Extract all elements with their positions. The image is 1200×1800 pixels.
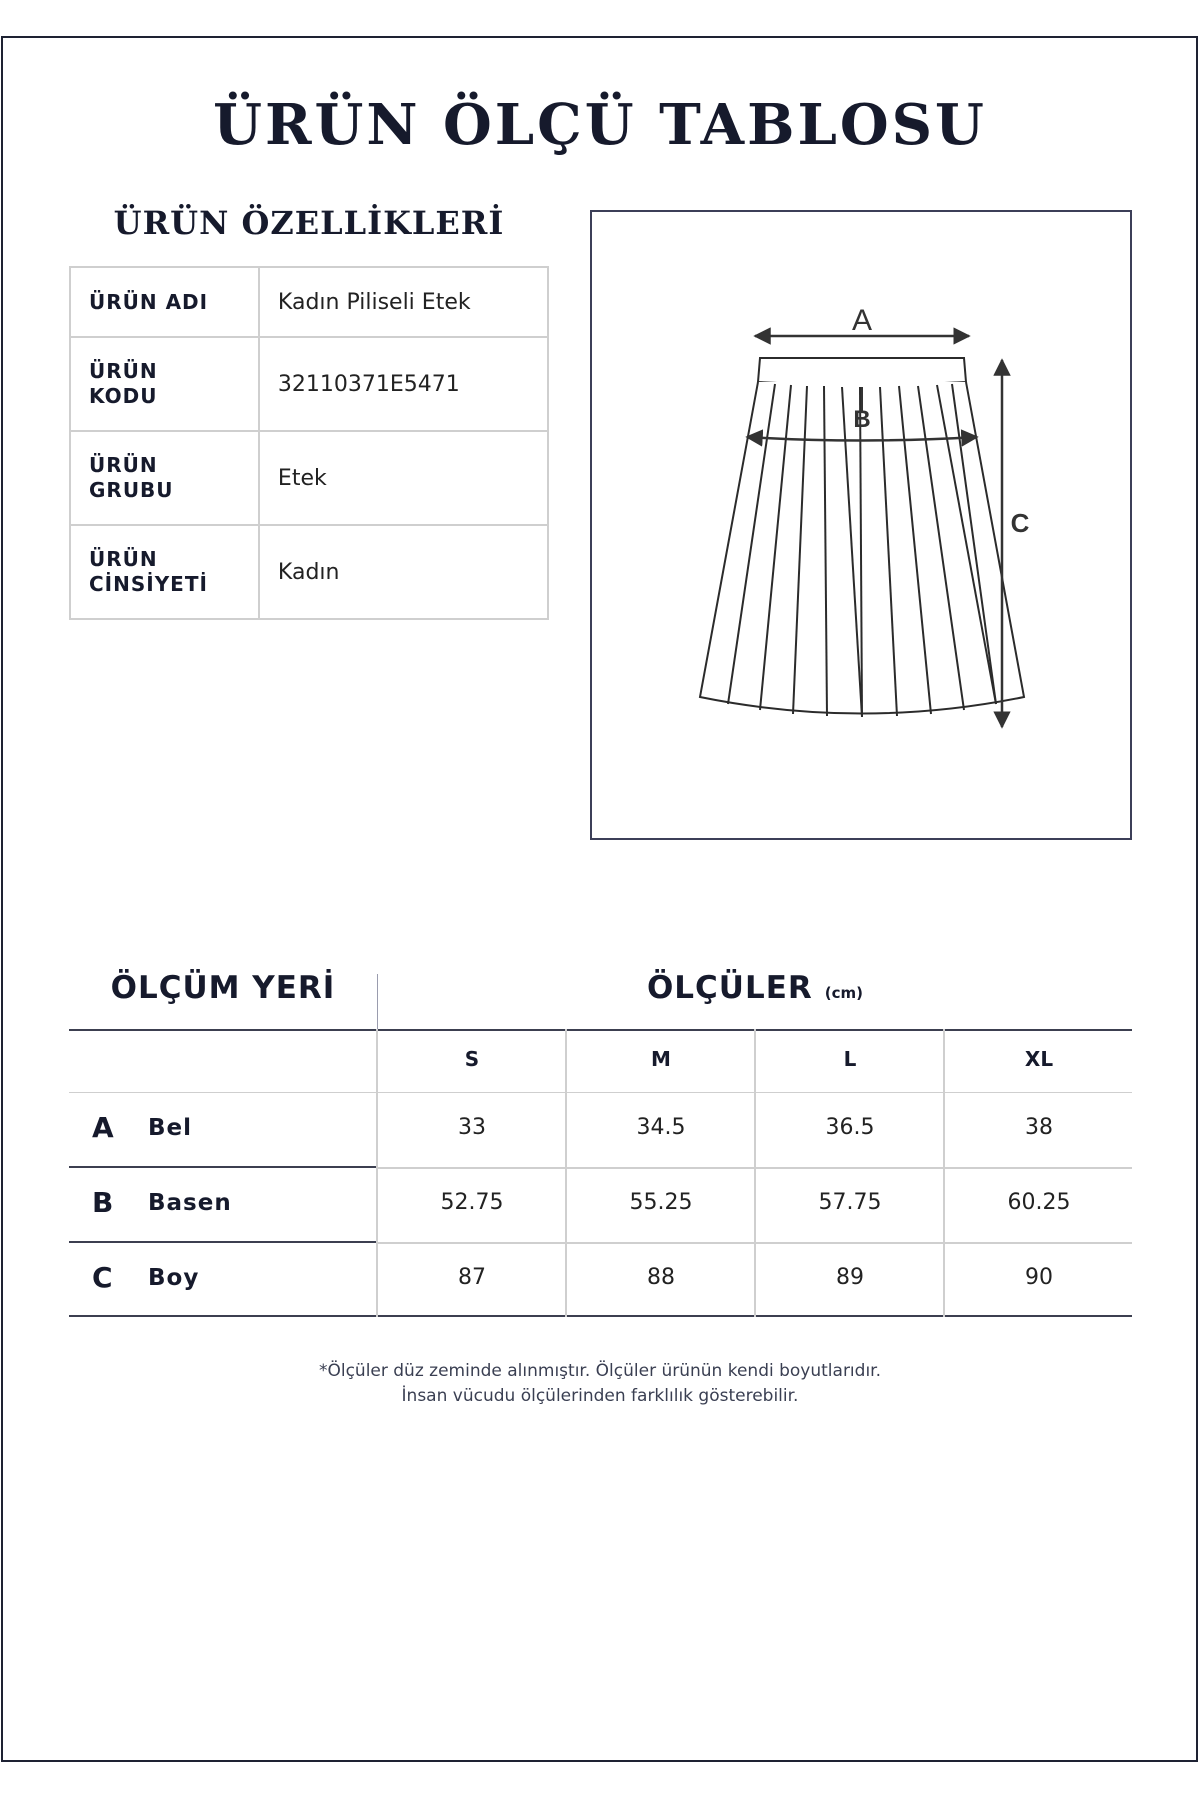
specs-key: ÜRÜN GRUBU — [70, 431, 259, 525]
table-top-line — [69, 1029, 1132, 1031]
size-m-header: M — [651, 1047, 671, 1071]
table-cell: 55.25 — [629, 1190, 693, 1215]
table-cell: 57.75 — [818, 1190, 882, 1215]
table-cell: 38 — [1025, 1115, 1053, 1140]
unit-label: (cm) — [824, 984, 864, 1002]
table-cell: 34.5 — [636, 1115, 686, 1140]
row-letter: A — [92, 1111, 114, 1144]
measurements-header — [378, 970, 1132, 1006]
table-cell: 90 — [1025, 1265, 1053, 1290]
table-cell: 87 — [458, 1265, 486, 1290]
specs-value: Kadın — [259, 525, 548, 619]
specs-value: 32110371E5471 — [259, 337, 548, 431]
page-title: ÜRÜN ÖLÇÜ TABLOSU — [213, 92, 987, 158]
table-line — [69, 1241, 377, 1243]
table-line — [69, 1166, 377, 1168]
specs-row — [70, 267, 548, 337]
waistband-shape — [758, 358, 966, 385]
specs-key: ÜRÜN ADI — [70, 267, 259, 337]
specs-row — [70, 337, 548, 431]
header-divider — [377, 974, 378, 1029]
row-name: Basen — [148, 1190, 232, 1216]
footnote-line-1: *Ölçüler düz zeminde alınmıştır. Ölçüler ürünün kendi boyutlarıdır. — [318, 1361, 882, 1381]
measurement-place-header: ÖLÇÜM YERİ — [110, 970, 336, 1006]
measurements-header-label: ÖLÇÜLER — [646, 970, 813, 1006]
table-cell: 33 — [458, 1115, 486, 1140]
specs-key: ÜRÜN KODU — [70, 337, 259, 431]
table-cell: 52.75 — [440, 1190, 504, 1215]
specs-key: ÜRÜN CİNSİYETİ — [70, 525, 259, 619]
footnote-line-2: İnsan vücudu ölçülerinden farklılık gösterebilir. — [401, 1386, 799, 1406]
size-s-header: S — [464, 1047, 480, 1071]
table-cell: 36.5 — [825, 1115, 875, 1140]
specs-row — [70, 525, 548, 619]
table-cell: 89 — [836, 1265, 864, 1290]
row-name: Bel — [148, 1115, 193, 1141]
table-line — [69, 1092, 1132, 1093]
skirt-illustration — [592, 212, 1134, 842]
row-letter: C — [92, 1261, 113, 1294]
label-a: A — [851, 304, 873, 337]
label-c: C — [1010, 508, 1030, 538]
specs-title: ÜRÜN ÖZELLİKLERİ — [113, 204, 505, 242]
size-xl-header: XL — [1024, 1047, 1054, 1071]
row-name: Boy — [148, 1265, 200, 1291]
table-bottom-line — [69, 1315, 1132, 1317]
table-cell: 88 — [647, 1265, 675, 1290]
specs-row — [70, 431, 548, 525]
specs-value: Etek — [259, 431, 548, 525]
skirt-diagram — [590, 210, 1132, 840]
row-letter: B — [92, 1186, 114, 1219]
specs-value: Kadın Piliseli Etek — [259, 267, 548, 337]
size-l-header: L — [843, 1047, 857, 1071]
table-cell: 60.25 — [1007, 1190, 1071, 1215]
label-b: B — [853, 406, 871, 433]
specs-table — [69, 266, 549, 620]
